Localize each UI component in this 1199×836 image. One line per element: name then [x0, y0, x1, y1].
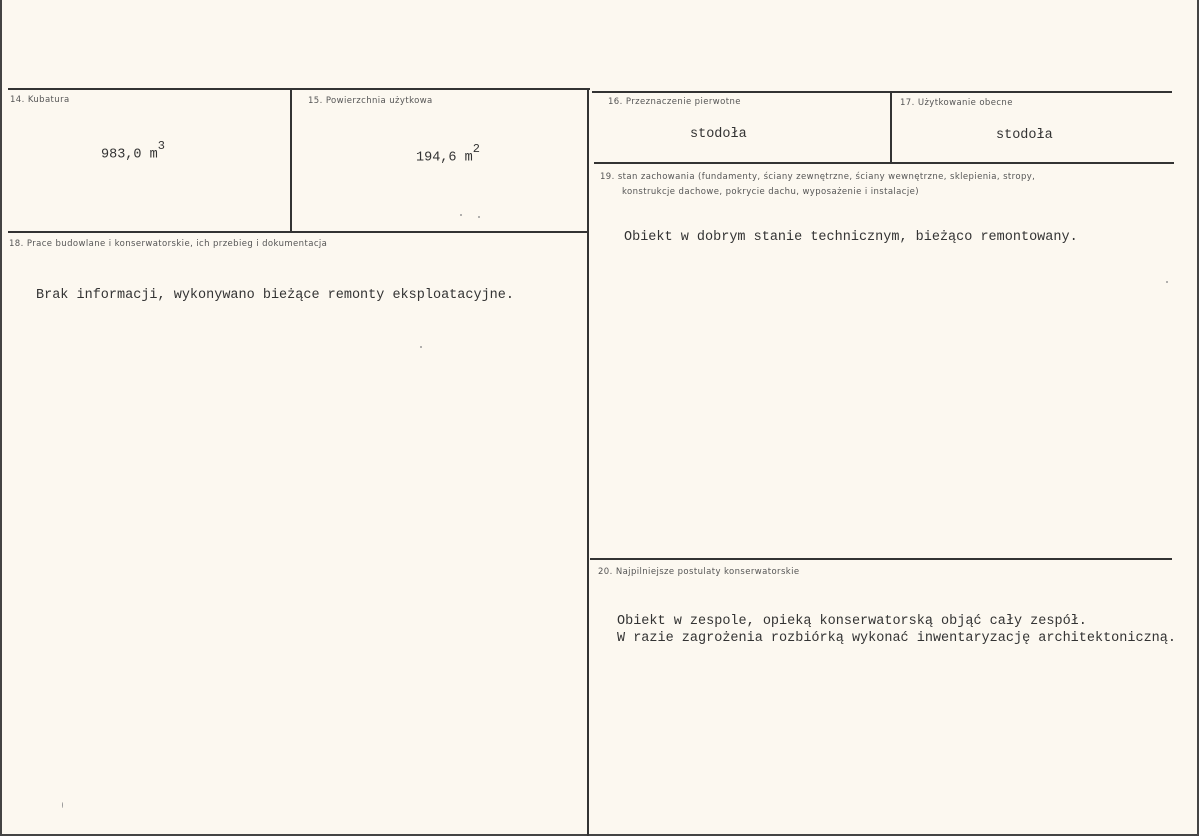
top-rule-right: [592, 91, 1172, 93]
field-20-label: 20. Najpilniejsze postulaty konserwatorskie: [598, 567, 800, 577]
paper-speck: [1166, 281, 1168, 283]
cubature-value: 983,0 m: [101, 147, 158, 163]
rule-below-14-15: [8, 231, 588, 233]
field-19-value: Obiekt w dobrym stanie technicznym, bieżąco remontowany.: [624, 230, 1078, 245]
field-20-line-1: Obiekt w zespole, opieką konserwatorską objąć cały zespół.: [617, 614, 1087, 629]
divider-16-17: [890, 92, 892, 163]
field-19-label-line2: konstrukcje dachowe, pokrycie dachu, wyposażenie i instalacje): [622, 187, 919, 197]
field-20-value: [617, 613, 1176, 647]
paper-speck: [478, 216, 480, 218]
field-18-label: 18. Prace budowlane i konserwatorskie, ich przebieg i dokumentacja: [9, 239, 328, 249]
field-19-label: [600, 170, 1160, 200]
field-16-label: 16. Przeznaczenie pierwotne: [608, 97, 741, 107]
paper-speck: [62, 802, 63, 808]
main-vertical-divider: [587, 90, 589, 836]
field-17-label: 17. Użytkowanie obecne: [900, 98, 1013, 108]
field-20-line-2: W razie zagrożenia rozbiórką wykonać inwentaryzację architektoniczną.: [617, 631, 1176, 646]
rule-below-16-17: [594, 162, 1174, 164]
field-18-value: Brak informacji, wykonywano bieżące remonty eksploatacyjne.: [36, 288, 514, 303]
cubature-exponent: 3: [157, 139, 165, 153]
field-14-value: [101, 139, 165, 163]
field-17-value: stodoła: [996, 128, 1053, 143]
paper-speck: [460, 214, 462, 216]
usable-area-exponent: 2: [472, 142, 480, 156]
field-14-label: 14. Kubatura: [10, 95, 70, 105]
usable-area-value: 194,6 m: [416, 150, 473, 166]
paper-speck: [420, 346, 422, 348]
top-rule-left: [8, 88, 590, 90]
field-15-label: 15. Powierzchnia użytkowa: [308, 96, 433, 106]
field-19-label-line1: 19. stan zachowania (fundamenty, ściany zewnętrzne, ściany wewnętrzne, sklepienia, stropy,: [600, 172, 1036, 182]
rule-above-20: [590, 558, 1172, 560]
divider-14-15: [290, 90, 292, 232]
field-16-value: stodoła: [690, 127, 747, 142]
field-15-value: [416, 142, 480, 166]
